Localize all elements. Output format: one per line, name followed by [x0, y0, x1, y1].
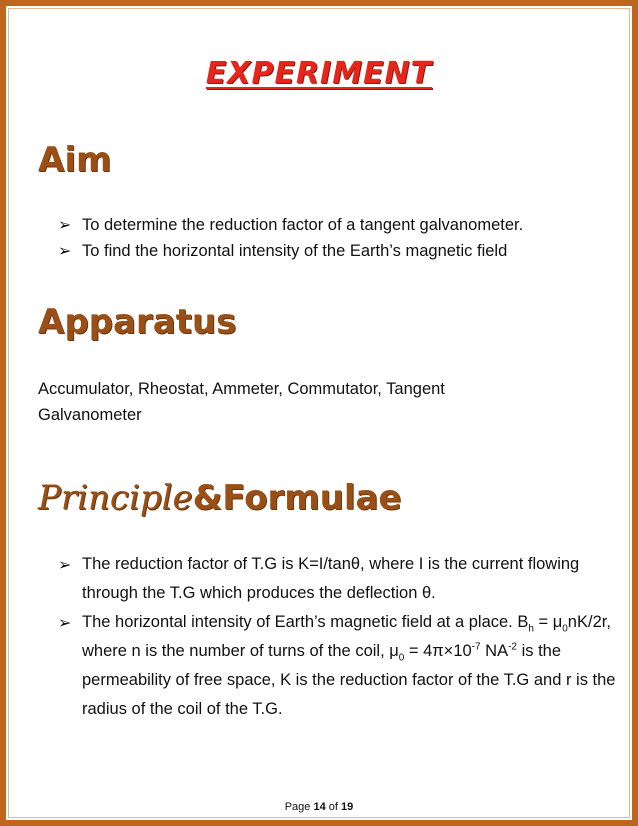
aim-heading: Aim	[38, 140, 112, 180]
list-item	[58, 212, 618, 238]
principle-heading-part2: &Formulae	[192, 478, 402, 518]
principle-heading	[38, 478, 402, 518]
arrow-bullet-icon: ➢	[58, 241, 72, 260]
formula-text: is the permeability of free space, K is the reduction factor of the T.G and r is the radius of the coil of the T.G.	[82, 642, 616, 718]
formula-text: = μ	[533, 613, 563, 631]
footer-total-pages: 19	[341, 801, 354, 813]
footer-page-label: Page	[284, 801, 311, 813]
formula-text: NA	[480, 642, 509, 660]
page-footer	[6, 801, 632, 813]
subscript: 0	[398, 652, 405, 664]
formula-text: nK/2r, where n is the number of turns of the coil, μ	[82, 613, 611, 660]
apparatus-heading: Apparatus	[38, 302, 237, 342]
arrow-bullet-icon: ➢	[58, 215, 72, 234]
superscript: -2	[508, 641, 517, 653]
superscript: -7	[471, 641, 481, 653]
footer-page-number: 14	[313, 801, 326, 813]
subscript: 0	[562, 623, 568, 635]
arrow-bullet-icon: ➢	[58, 555, 72, 574]
principle-list	[58, 550, 618, 724]
aim-item-text: To determine the reduction factor of a tangent galvanometer.	[82, 216, 524, 234]
page-title: EXPERIMENT	[205, 56, 433, 91]
list-item	[58, 608, 618, 724]
formula-text: = 4π×10	[404, 642, 472, 660]
footer-of-label: of	[328, 801, 338, 813]
principle-heading-part1: Principle	[38, 478, 193, 518]
list-item	[58, 550, 618, 608]
principle-item-text	[82, 613, 615, 718]
subscript: h	[528, 623, 534, 635]
aim-item-text: To find the horizontal intensity of the Earth’s magnetic field	[82, 242, 508, 260]
aim-list	[58, 212, 618, 264]
formula-text: The horizontal intensity of Earth’s magnetic field at a place. B	[82, 613, 529, 631]
principle-item-text: The reduction factor of T.G is K=I/tanθ, where I is the current flowing through the T.G which produces the deflection θ.	[82, 555, 580, 602]
arrow-bullet-icon: ➢	[58, 613, 72, 632]
apparatus-text: Accumulator, Rheostat, Ammeter, Commutator, Tangent Galvanometer	[38, 380, 445, 424]
list-item	[58, 238, 618, 264]
